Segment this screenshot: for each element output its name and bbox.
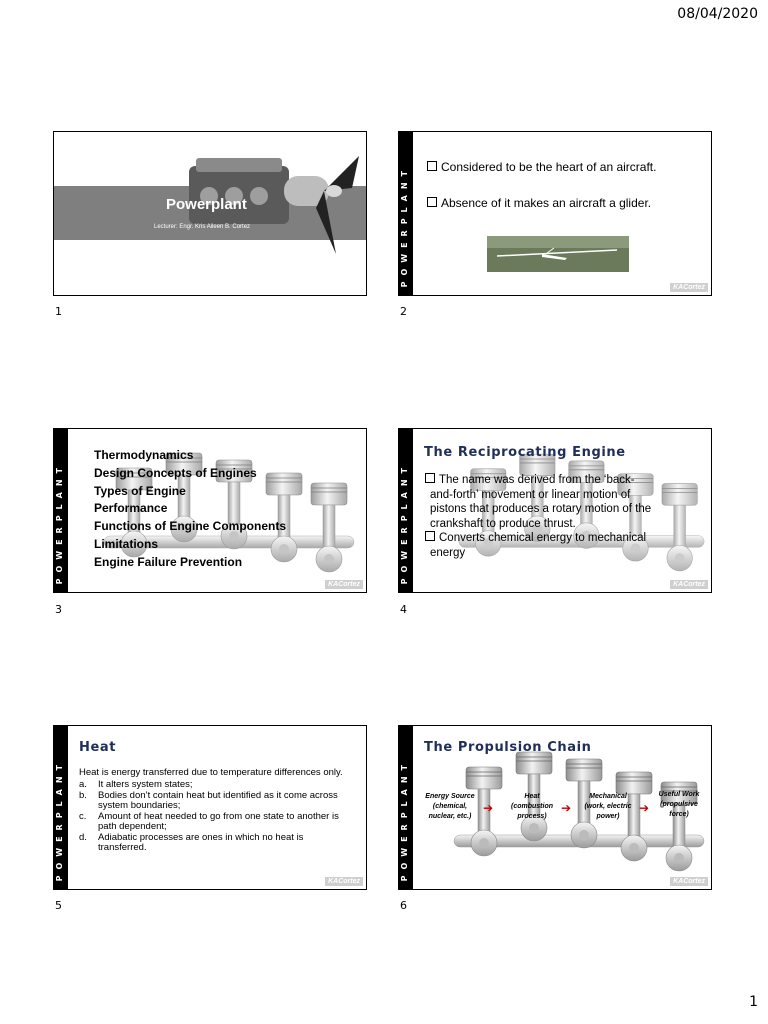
chain-step: [419, 792, 481, 822]
slide-title: Heat: [79, 740, 117, 755]
chain-step-detail: (combustion process): [511, 803, 553, 820]
chain-step-detail: (chemical, nuclear, etc.): [428, 803, 472, 820]
slide-3: [53, 428, 367, 593]
bullet-text: energy: [430, 546, 466, 559]
slide-5: [53, 725, 367, 890]
sidebar-label: POWERPLANT: [400, 164, 409, 287]
list-text: Adiabatic processes are ones in which no heat is transferred.: [98, 832, 304, 853]
topic-item: Functions of Engine Components: [94, 519, 286, 534]
sidebar: [399, 429, 413, 592]
sidebar-label: POWERPLANT: [55, 461, 64, 584]
checkbox-bullet-icon: [425, 473, 435, 483]
sidebar: [399, 132, 413, 295]
sidebar-label: POWERPLANT: [400, 758, 409, 881]
slide-4: [398, 428, 712, 593]
slide-title: The Propulsion Chain: [424, 740, 592, 755]
slide-number: 3: [55, 603, 62, 616]
slide-2: [398, 131, 712, 296]
bullet-text: Absence of it makes an aircraft a glider.: [441, 196, 652, 210]
chain-step: [501, 792, 563, 822]
chain-step: [577, 792, 639, 822]
bullet-text: Converts chemical energy to mechanical: [439, 532, 647, 544]
bullet-text: crankshaft to produce thrust.: [430, 517, 576, 530]
topic-item: Limitations: [94, 536, 159, 551]
slide-number: 2: [400, 305, 407, 318]
topic-item: Design Concepts of Engines: [94, 465, 257, 480]
bullet-text: The name was derived from the ‘back-: [439, 474, 635, 486]
checkbox-bullet-icon: [427, 161, 437, 171]
header-date: 08/04/2020: [677, 6, 758, 22]
list-marker: d.: [79, 832, 87, 843]
topic-item: Thermodynamics: [94, 448, 194, 462]
slide-title: Powerplant: [166, 196, 247, 213]
list-marker: b.: [79, 790, 87, 801]
topic-list: [94, 447, 286, 572]
bullet-text: Considered to be the heart of an aircraft.: [441, 160, 657, 174]
chain-step-title: Energy Source: [425, 793, 475, 800]
bullet: [427, 196, 651, 210]
bullet-text: pistons that produces a rotary motion of the: [430, 503, 652, 515]
checkbox-bullet-icon: [425, 531, 435, 541]
list-marker: c.: [79, 811, 87, 822]
list-text: Amount of heat needed to go from one state to another is path dependent;: [98, 811, 339, 832]
page-number: 1: [749, 994, 758, 1010]
list-text: Bodies don’t contain heat but identified as it come across system boundaries;: [98, 790, 338, 811]
sidebar: [399, 726, 413, 889]
heat-content: [79, 768, 354, 853]
chain-step-detail: (propulsive force): [660, 801, 698, 818]
topic-item: Types of Engine: [94, 483, 186, 498]
sidebar: [54, 726, 68, 889]
slide-number: 6: [400, 899, 407, 912]
chain-step-title: Heat: [524, 793, 540, 800]
sidebar: [54, 429, 68, 592]
credit-badge: KACortez: [670, 283, 708, 292]
slide-1: [53, 131, 367, 296]
bullet: [427, 160, 656, 174]
list-item: [79, 812, 354, 832]
list-text: It alters system states;: [98, 779, 193, 790]
glider-image: [487, 236, 629, 272]
sidebar-label: POWERPLANT: [400, 461, 409, 584]
chain-step-detail: (work, electric power): [584, 803, 632, 820]
intro-text: Heat is energy transferred due to temperature differences only.: [79, 767, 343, 778]
credit-badge: KACortez: [325, 877, 363, 886]
right-arrow-icon: ➔: [639, 801, 650, 815]
slide-number: 5: [55, 899, 62, 912]
list-item: [79, 780, 354, 790]
chain-step: [651, 790, 707, 820]
topic-item: Performance: [94, 501, 168, 516]
slide-number: 4: [400, 603, 407, 616]
list-item: [79, 791, 354, 811]
bullet: [425, 473, 651, 560]
chain-step-title: Useful Work: [658, 791, 700, 798]
list-marker: a.: [79, 779, 87, 790]
right-arrow-icon: ➔: [483, 801, 494, 815]
bullet-text: and-forth’ movement or linear motion of: [430, 488, 631, 501]
chain-step-title: Mechanical: [589, 793, 627, 800]
list-item: [79, 833, 354, 853]
credit-badge: KACortez: [670, 580, 708, 589]
sidebar-label: POWERPLANT: [55, 758, 64, 881]
slide-6: [398, 725, 712, 890]
credit-badge: KACortez: [325, 580, 363, 589]
slide-number: 1: [55, 305, 62, 318]
slide-title: The Reciprocating Engine: [424, 445, 626, 460]
topic-item: Engine Failure Prevention: [94, 554, 243, 569]
credit-badge: KACortez: [670, 877, 708, 886]
lecturer-text: Lecturer: Engr. Kris Aileen B. Cortez: [154, 224, 251, 230]
checkbox-bullet-icon: [427, 197, 437, 207]
right-arrow-icon: ➔: [561, 801, 572, 815]
